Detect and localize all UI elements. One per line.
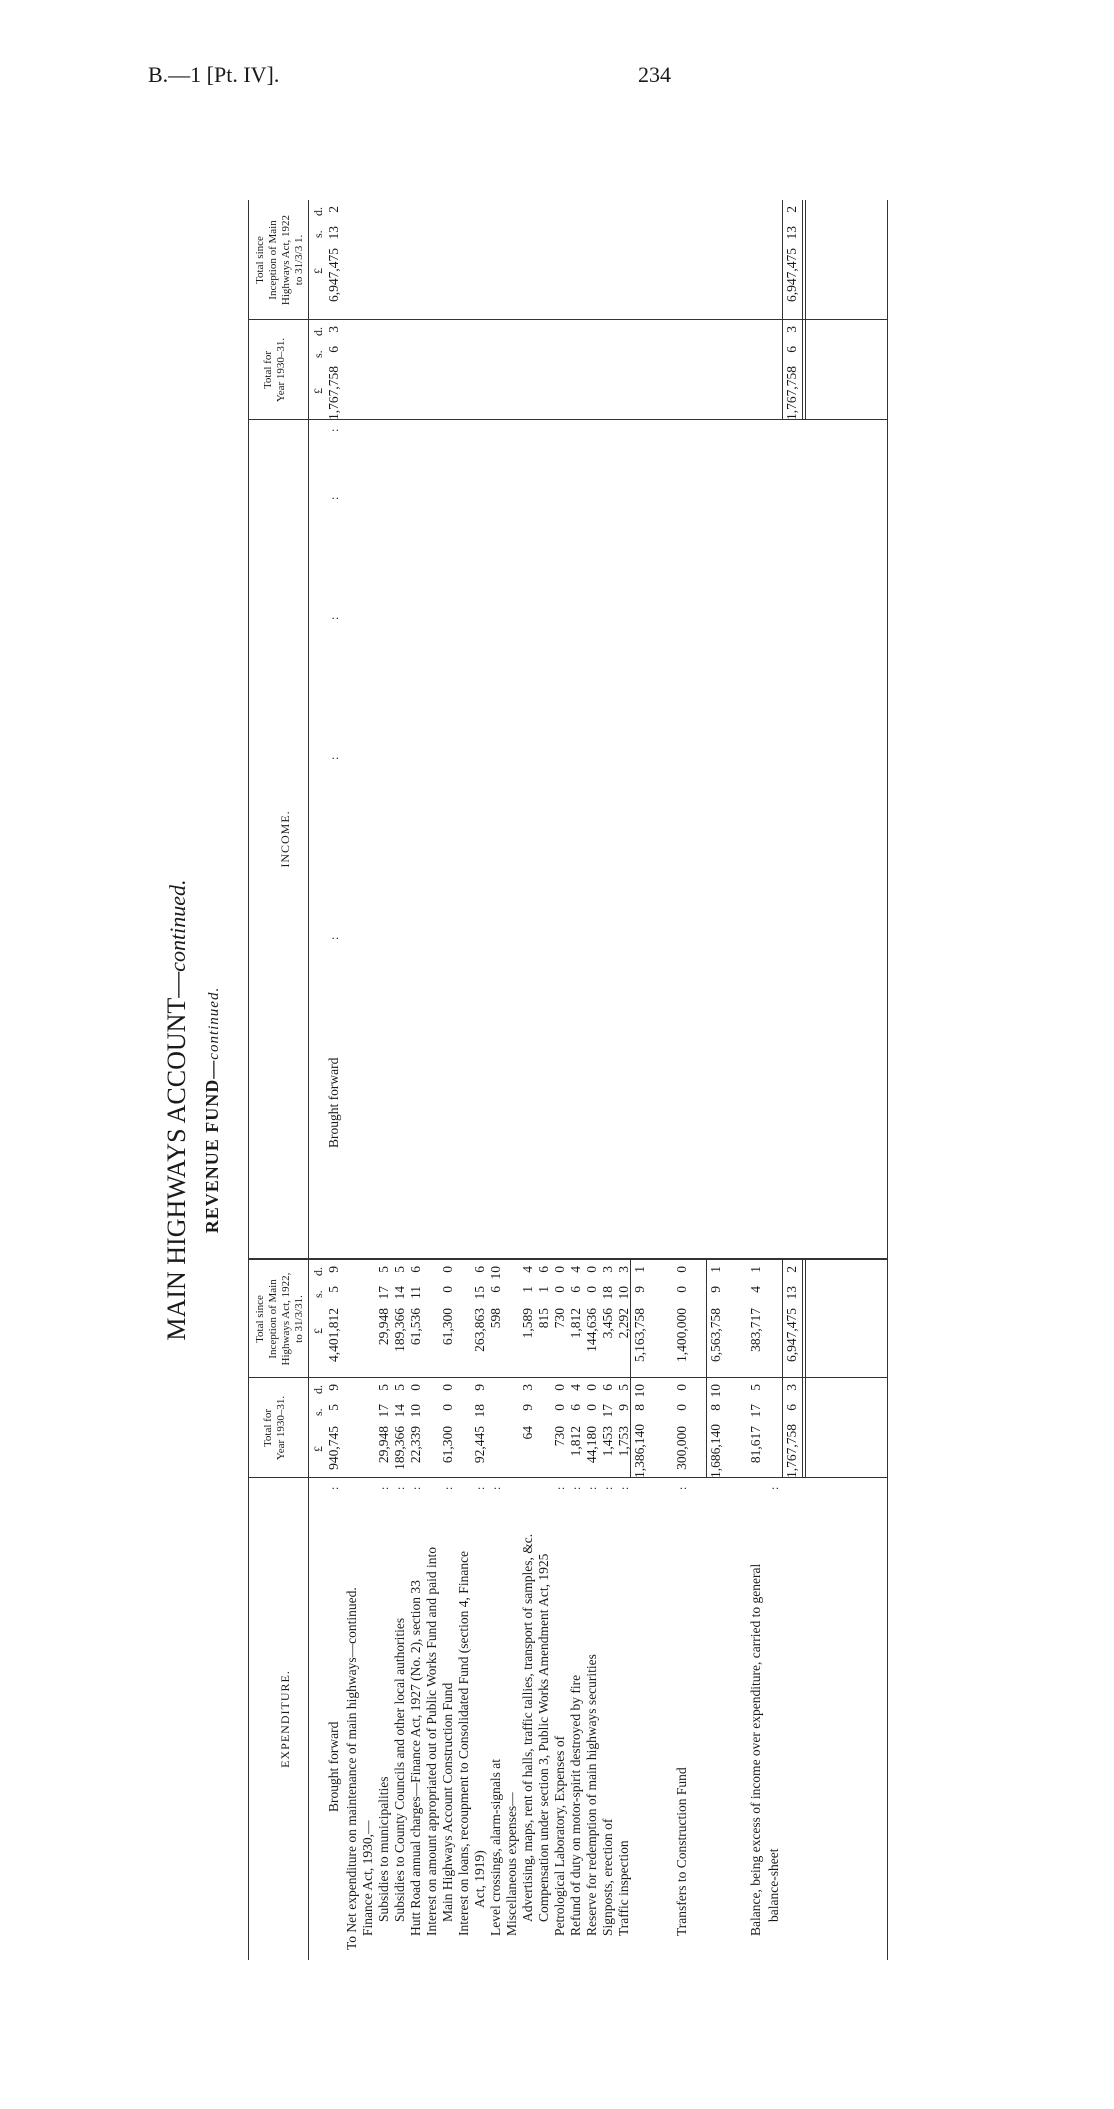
currency-label: s. (311, 230, 325, 238)
table-bottom-rule (887, 200, 888, 1960)
currency-label: s. (311, 1408, 325, 1416)
since-amount-pence: 6 (536, 1266, 551, 1273)
leader-dots: : (327, 754, 341, 760)
year-amount-shillings: 6 (784, 1404, 799, 1411)
year-amount-shillings: 9 (616, 1404, 631, 1411)
income-year-amount-shillings: 6 (784, 346, 799, 353)
sub-title-text: REVENUE FUND— (202, 1059, 222, 1234)
total-rule (782, 1260, 783, 1478)
expenditure-row (748, 200, 764, 1960)
since-amount-pence: 9 (326, 1266, 341, 1273)
year-amount-pence: 5 (392, 1384, 407, 1391)
since-amount-pounds: 730 (552, 1308, 567, 1329)
year-amount-shillings: 17 (600, 1404, 615, 1418)
since-amount-shillings: 14 (392, 1286, 407, 1300)
income-since-amount-shillings: 13 (326, 226, 341, 240)
main-title (162, 170, 192, 2050)
since-amount-pounds: 61,536 (408, 1308, 423, 1346)
expenditure-label: Traffic inspection (616, 1840, 631, 1936)
expenditure-label: Transfers to Construction Fund (674, 1767, 689, 1936)
year-amount-pounds: 940,745 (326, 1426, 341, 1470)
since-col-line: to 31/3/31. (293, 1295, 305, 1343)
income-since-amount-pounds: 6,947,475 (326, 248, 341, 302)
since-amount-pounds: 1,812 (568, 1308, 583, 1339)
income-since-col-line: Total since (254, 236, 266, 284)
year-amount-pounds: 189,366 (392, 1426, 407, 1470)
year-amount-pounds: 22,339 (408, 1426, 423, 1464)
year-amount-pounds: 44,180 (584, 1426, 599, 1464)
since-amount-pence: 3 (616, 1266, 631, 1273)
expenditure-row (440, 200, 456, 1960)
year-amount-pounds: 1,386,140 (632, 1424, 647, 1478)
expenditure-label: Subsidies to County Councils and other local authorities (392, 1617, 407, 1922)
total-rule (706, 1260, 707, 1478)
income-since-col-line: Highways Act, 1922 (280, 214, 292, 306)
leader-dots: : (601, 1484, 615, 1490)
since-amount-shillings: 0 (440, 1286, 455, 1293)
since-amount-shillings: 9 (708, 1286, 723, 1293)
year-amount-shillings: 14 (392, 1404, 407, 1418)
expenditure-label: Petrological Laboratory, Expenses of (552, 1735, 567, 1936)
since-amount-shillings: 5 (326, 1286, 341, 1293)
currency-label: £ (311, 1328, 325, 1334)
sub-title-italic: continued. (206, 986, 222, 1060)
leader-dots: : (553, 1484, 567, 1490)
expenditure-row (520, 200, 536, 1960)
sub-title (202, 170, 223, 2050)
currency-label: d. (311, 327, 325, 336)
table-top-rule (248, 200, 249, 1960)
since-amount-pence: 0 (552, 1266, 567, 1273)
expenditure-label: Level crossings, alarm-signals at (488, 1759, 503, 1936)
year-amount-pounds: 29,948 (376, 1426, 391, 1464)
revenue-table (248, 200, 888, 1960)
leader-dots: : (569, 1484, 583, 1490)
since-amount-pounds: 5,163,758 (632, 1308, 647, 1362)
expenditure-row (708, 200, 724, 1960)
year-amount-shillings: 18 (472, 1404, 487, 1418)
year-amount-pounds: 1,753 (616, 1426, 631, 1457)
currency-label: £ (311, 268, 325, 274)
since-amount-pounds: 815 (536, 1308, 551, 1329)
expenditure-row (456, 200, 472, 1960)
year-amount-pence: 6 (600, 1384, 615, 1391)
year-amount-shillings: 5 (326, 1404, 341, 1411)
leader-dots: : (675, 1484, 689, 1490)
income-year-col-header (262, 320, 288, 420)
year-amount-shillings: 17 (748, 1404, 763, 1418)
year-col-line: Year 1930–31. (275, 1395, 287, 1461)
currency-label: d. (311, 1267, 325, 1276)
since-amount-pence: 5 (376, 1266, 391, 1273)
since-amount-shillings: 11 (408, 1286, 423, 1299)
leader-dots: : (767, 1484, 781, 1490)
since-amount-pence: 3 (600, 1266, 615, 1273)
year-amount-pence: 3 (784, 1384, 799, 1391)
year-amount-pence: 9 (472, 1384, 487, 1391)
leader-dots: : (327, 614, 341, 620)
expenditure-row (344, 200, 360, 1960)
since-amount-shillings: 10 (616, 1286, 631, 1300)
year-amount-shillings: 17 (376, 1404, 391, 1418)
leader-dots: : (441, 1484, 455, 1490)
since-amount-shillings: 1 (520, 1286, 535, 1293)
expenditure-label: Compensation under section 3, Public Works Amendment Act, 1925 (536, 1553, 551, 1922)
since-amount-shillings: 13 (784, 1286, 799, 1300)
since-amount-shillings: 18 (600, 1286, 615, 1300)
year-amount-shillings: 9 (520, 1404, 535, 1411)
expenditure-row (536, 200, 552, 1960)
expenditure-row (392, 200, 408, 1960)
income-heading: INCOME. (278, 810, 292, 868)
leader-dots: : (617, 1484, 631, 1490)
expenditure-row (568, 200, 584, 1960)
leader-dots: : (327, 1484, 341, 1490)
since-amount-pence: 2 (784, 1266, 799, 1273)
since-amount-pence: 0 (674, 1266, 689, 1273)
since-amount-pounds: 1,400,000 (674, 1308, 689, 1362)
income-row (326, 200, 342, 1960)
year-amount-pounds: 1,812 (568, 1426, 583, 1457)
income-since-col-line: Inception of Main (267, 220, 279, 300)
since-amount-pounds: 263,863 (472, 1308, 487, 1352)
year-amount-pence: 0 (584, 1384, 599, 1391)
year-amount-pounds: 64 (520, 1426, 535, 1440)
since-amount-pounds: 1,589 (520, 1308, 535, 1339)
since-amount-pence: 4 (520, 1266, 535, 1273)
since-amount-pence: 4 (568, 1266, 583, 1273)
year-amount-shillings: 0 (584, 1404, 599, 1411)
since-amount-shillings: 17 (376, 1286, 391, 1300)
since-amount-pence: 1 (708, 1266, 723, 1273)
year-amount-pence: 10 (708, 1384, 723, 1398)
year-amount-pounds: 1,767,758 (784, 1424, 799, 1478)
main-title-italic: continued. (165, 879, 190, 972)
year-amount-pence: 0 (440, 1384, 455, 1391)
leader-dots: : (393, 1484, 407, 1490)
income-year-amount-pence: 3 (784, 326, 799, 333)
income-since-col-header (254, 200, 306, 320)
since-amount-pounds: 144,636 (584, 1308, 599, 1352)
expenditure-label: Interest on loans, recoupment to Consolidated Fund (section 4, Finance (456, 1550, 471, 1936)
expenditure-label: Brought forward (326, 1721, 341, 1812)
since-amount-pounds: 3,456 (600, 1308, 615, 1339)
year-amount-shillings: 0 (674, 1404, 689, 1411)
since-amount-pence: 1 (748, 1266, 763, 1273)
income-since-amount-pence: 2 (784, 206, 799, 213)
year-amount-pounds: 1,686,140 (708, 1424, 723, 1478)
currency-label: £ (311, 388, 325, 394)
year-amount-shillings: 8 (632, 1404, 647, 1411)
income-total-rule (802, 200, 803, 420)
year-col-line: Total for (262, 1408, 274, 1448)
leader-dots: : (327, 494, 341, 500)
since-amount-pounds: 6,563,758 (708, 1308, 723, 1362)
currency-label: £ (311, 1446, 325, 1452)
since-col-line: Total since (254, 1295, 266, 1343)
expenditure-label: balance-sheet (766, 1848, 781, 1922)
since-amount-shillings: 4 (748, 1286, 763, 1293)
since-amount-pounds: 6,947,475 (784, 1308, 799, 1362)
expenditure-row (472, 200, 488, 1960)
expenditure-label: Main Highways Account Construction Fund (440, 1682, 455, 1922)
expenditure-label: Act, 1919) (472, 1850, 487, 1908)
leader-dots: : (327, 426, 341, 432)
year-amount-shillings: 10 (408, 1404, 423, 1418)
expenditure-label: Reserve for redemption of main highways securities (584, 1654, 599, 1936)
expenditure-row (424, 200, 440, 1960)
since-amount-pence: 0 (440, 1266, 455, 1273)
expenditure-label: Refund of duty on motor-spirit destroyed by fire (568, 1674, 583, 1936)
expenditure-label: Signposts, erection of (600, 1818, 615, 1936)
since-amount-pounds: 61,300 (440, 1308, 455, 1346)
income-year-amount-pounds: 1,767,758 (784, 366, 799, 420)
since-amount-pounds: 598 (488, 1308, 503, 1329)
since-amount-shillings: 0 (584, 1286, 599, 1293)
total-rule (630, 1260, 631, 1478)
income-since-amount-pence: 2 (326, 206, 341, 213)
income-since-col-line: to 31/3/3 1. (293, 234, 305, 286)
since-amount-shillings: 15 (472, 1286, 487, 1300)
income-year-amount-pounds: 1,767,758 (326, 366, 341, 420)
year-amount-pence: 3 (520, 1384, 535, 1391)
since-amount-shillings: 6 (488, 1286, 503, 1293)
expenditure-label: Advertising, maps, rent of halls, traffic tallies, transport of samples, &c. (520, 1533, 535, 1922)
leader-dots: : (327, 934, 341, 940)
since-col-line: Highways Act, 1922, (280, 1272, 292, 1366)
since-col-header (254, 1260, 306, 1378)
since-amount-pence: 0 (584, 1266, 599, 1273)
currency-label: d. (311, 1385, 325, 1394)
year-amount-pence: 10 (632, 1384, 647, 1398)
expenditure-row (584, 200, 600, 1960)
expenditure-label: Balance, being excess of income over expenditure, carried to general (748, 1563, 763, 1936)
expenditure-row (600, 200, 616, 1960)
currency-label: s. (311, 350, 325, 358)
leader-dots: : (473, 1484, 487, 1490)
income-since-amount-pounds: 6,947,475 (784, 248, 799, 302)
leader-dots: : (489, 1484, 503, 1490)
expenditure-label: Hutt Road annual charges—Finance Act, 1927 (No. 2), section 33 (408, 1580, 423, 1936)
since-col-line: Inception of Main (267, 1279, 279, 1359)
expenditure-row (766, 200, 782, 1960)
income-row (784, 200, 800, 1960)
leader-dots: : (377, 1484, 391, 1490)
income-year-amount-pence: 3 (326, 326, 341, 333)
since-amount-shillings: 0 (674, 1286, 689, 1293)
year-amount-pence: 0 (408, 1384, 423, 1391)
expenditure-label: To Net expenditure on maintenance of main highways—continued. (344, 1587, 359, 1950)
income-since-amount-shillings: 13 (784, 226, 799, 240)
year-col-header (262, 1378, 288, 1478)
income-year-amount-shillings: 6 (326, 346, 341, 353)
year-amount-pence: 5 (376, 1384, 391, 1391)
total-rule (805, 1260, 806, 1478)
since-amount-shillings: 6 (568, 1286, 583, 1293)
expenditure-row (552, 200, 568, 1960)
currency-label: d. (311, 207, 325, 216)
since-amount-pence: 5 (392, 1266, 407, 1273)
since-amount-shillings: 1 (536, 1286, 551, 1293)
leader-dots: : (409, 1484, 423, 1490)
leader-dots: : (585, 1484, 599, 1490)
income-year-col-line: Year 1930–31. (275, 337, 287, 403)
header-rule (308, 200, 309, 1960)
income-total-rule (805, 200, 806, 420)
currency-label: s. (311, 1290, 325, 1298)
page-reference: B.—1 [Pt. IV]. (148, 62, 280, 87)
expenditure-label: Subsidies to municipalities (376, 1776, 391, 1922)
year-amount-shillings: 8 (708, 1404, 723, 1411)
expenditure-row (674, 200, 690, 1960)
expenditure-label: Miscellaneous expenses— (504, 1792, 519, 1936)
year-amount-pounds: 300,000 (674, 1426, 689, 1470)
year-amount-pence: 0 (552, 1384, 567, 1391)
income-total-rule (782, 200, 783, 420)
currency-header-row (310, 200, 326, 1960)
year-amount-pence: 5 (616, 1384, 631, 1391)
year-amount-shillings: 6 (568, 1404, 583, 1411)
year-amount-pence: 4 (568, 1384, 583, 1391)
year-amount-pounds: 61,300 (440, 1426, 455, 1464)
since-amount-shillings: 9 (632, 1286, 647, 1293)
main-title-text: MAIN HIGHWAYS ACCOUNT— (162, 971, 191, 1341)
account-sheet (140, 170, 900, 2050)
since-amount-pounds: 2,292 (616, 1308, 631, 1339)
expenditure-row (504, 200, 520, 1960)
expenditure-row (360, 200, 376, 1960)
since-amount-pence: 6 (408, 1266, 423, 1273)
income-label: Brought forward (326, 1057, 341, 1148)
since-amount-pence: 1 (632, 1266, 647, 1273)
since-amount-pence: 10 (488, 1266, 503, 1280)
expenditure-row (408, 200, 424, 1960)
year-amount-pence: 0 (674, 1384, 689, 1391)
year-amount-shillings: 0 (440, 1404, 455, 1411)
year-amount-pounds: 81,617 (748, 1426, 763, 1464)
expenditure-heading: EXPENDITURE. (278, 1670, 292, 1768)
year-amount-pounds: 730 (552, 1426, 567, 1447)
year-amount-pounds: 92,445 (472, 1426, 487, 1464)
year-amount-shillings: 0 (552, 1404, 567, 1411)
since-amount-pounds: 4,401,812 (326, 1308, 341, 1362)
since-amount-pounds: 189,366 (392, 1308, 407, 1352)
since-amount-pounds: 383,717 (748, 1308, 763, 1352)
since-amount-pounds: 29,948 (376, 1308, 391, 1346)
expenditure-row (376, 200, 392, 1960)
total-rule (802, 1260, 803, 1478)
expenditure-row (616, 200, 632, 1960)
expenditure-label: Interest on amount appropriated out of Public Works Fund and paid into (424, 1547, 439, 1936)
income-year-col-line: Total for (262, 350, 274, 390)
since-amount-shillings: 0 (552, 1286, 567, 1293)
expenditure-row (632, 200, 648, 1960)
expenditure-row (488, 200, 504, 1960)
year-amount-pence: 5 (748, 1384, 763, 1391)
page-number: 234 (638, 62, 671, 87)
expenditure-label: Finance Act, 1930,— (360, 1820, 375, 1936)
since-amount-pence: 6 (472, 1266, 487, 1273)
year-amount-pounds: 1,453 (600, 1426, 615, 1457)
year-amount-pence: 9 (326, 1384, 341, 1391)
